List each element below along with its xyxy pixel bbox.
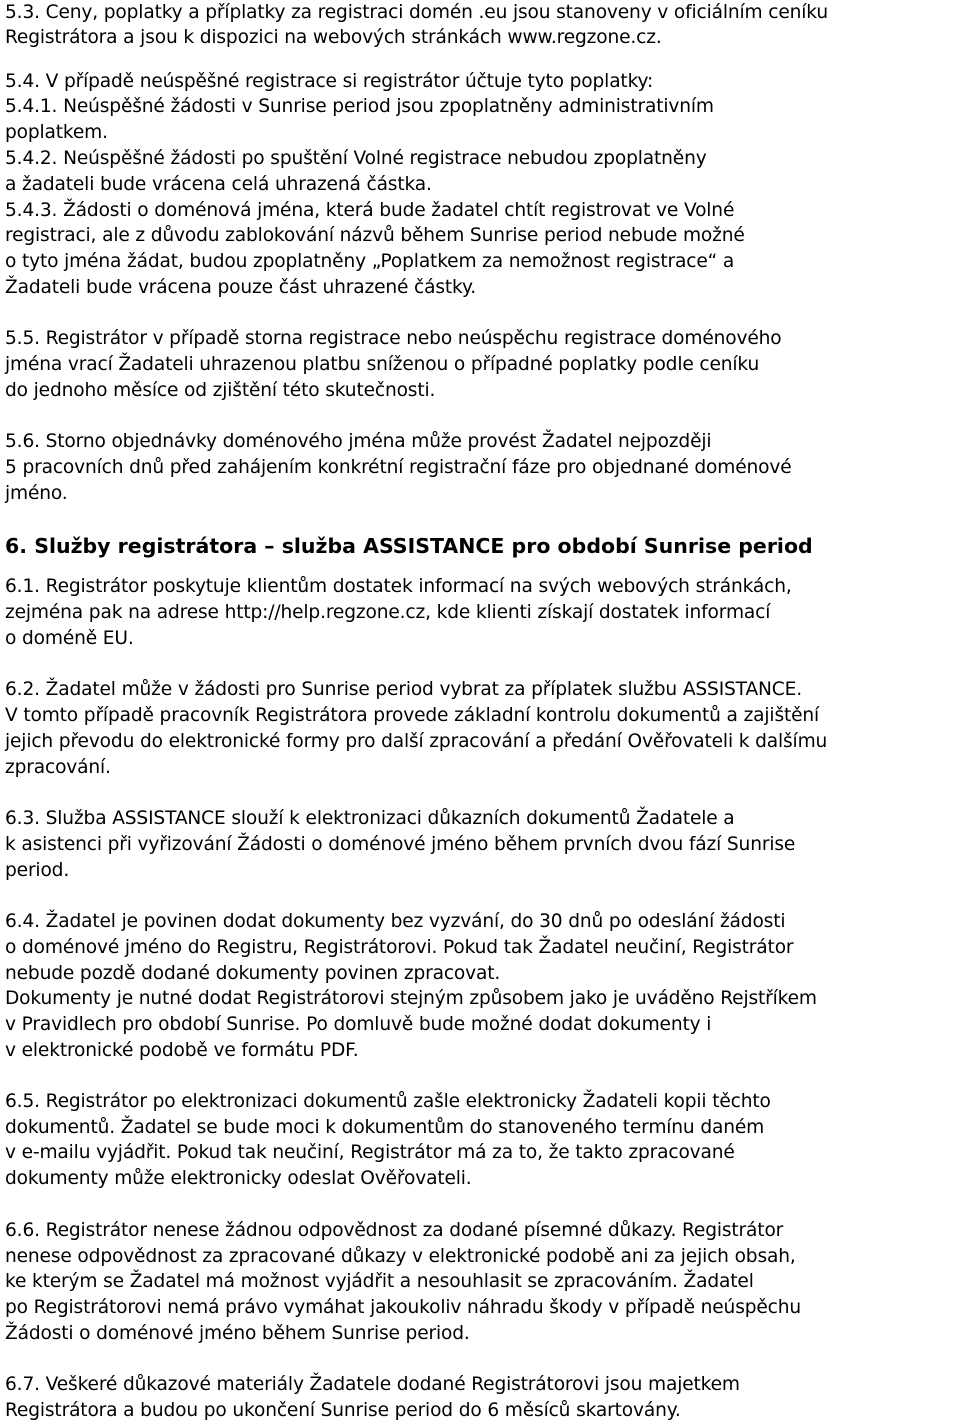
clause-6-4-line-4: Dokumenty je nutné dodat Registrátorovi stejným způsobem jako je uváděno Rejstříkem [5, 988, 817, 1009]
clause-6-4-line-1: 6.4. Žadatel je povinen dodat dokumenty bez vyzvání, do 30 dnů po odeslání žádosti [5, 911, 786, 932]
clause-5-4-1-line-2: poplatkem. [5, 122, 108, 143]
clause-5-4-1-line-1: 5.4.1. Neúspěšné žádosti v Sunrise period jsou zpoplatněny administrativním [5, 96, 714, 117]
clause-6-2-line-1: 6.2. Žadatel může v žádosti pro Sunrise period vybrat za příplatek službu ASSISTANCE. [5, 679, 802, 700]
clause-5-3-line-2: Registrátora a jsou k dispozici na webových stránkách www.regzone.cz. [5, 27, 662, 48]
clause-6-3-line-3: period. [5, 860, 70, 881]
clause-5-4-3-line-4: Žadateli bude vrácena pouze část uhrazené částky. [5, 277, 476, 298]
clause-5-4-3-line-3: o tyto jména žádat, budou zpoplatněny „Poplatkem za nemožnost registrace“ a [5, 251, 735, 272]
clause-6-7-line-1: 6.7. Veškeré důkazové materiály Žadatele dodané Registrátorovi jsou majetkem [5, 1374, 740, 1395]
clause-5-5-line-1: 5.5. Registrátor v případě storna registrace nebo neúspěchu registrace doménového [5, 328, 782, 349]
clause-6-1-line-3: o doméně EU. [5, 628, 134, 649]
clause-6-5-line-1: 6.5. Registrátor po elektronizaci dokumentů zašle elektronicky Žadateli kopii těchto [5, 1091, 771, 1112]
clause-5-6-line-1: 5.6. Storno objednávky doménového jména může provést Žadatel nejpozději [5, 431, 712, 452]
clause-6-2-line-2: V tomto případě pracovník Registrátora provede základní kontrolu dokumentů a zajištění [5, 705, 820, 726]
clause-6-4-line-5: v Pravidlech pro období Sunrise. Po domluvě bude možné dodat dokumenty i [5, 1014, 712, 1035]
clause-6-6-line-5: Žádosti o doménové jméno během Sunrise period. [5, 1323, 470, 1344]
clause-5-5-line-2: jména vrací Žadateli uhrazenou platbu sníženou o případné poplatky podle ceníku [5, 354, 760, 375]
clause-5-6-line-3: jméno. [5, 483, 68, 504]
clause-6-6-line-1: 6.6. Registrátor nenese žádnou odpovědnost za dodané písemné důkazy. Registrátor [5, 1220, 784, 1241]
clause-5-4-2-line-1: 5.4.2. Neúspěšné žádosti po spuštění Volné registrace nebudou zpoplatněny [5, 148, 707, 169]
clause-6-6-line-3: ke kterým se Žadatel má možnost vyjádřit a nesouhlasit se zpracováním. Žadatel [5, 1271, 754, 1292]
clause-6-7-line-2: Registrátora a budou po ukončení Sunrise period do 6 měsíců skartovány. [5, 1400, 681, 1421]
clause-6-4-line-2: o doménové jméno do Registru, Registrátorovi. Pokud tak Žadatel neučiní, Registrátor [5, 937, 794, 958]
clause-6-5-line-4: dokumenty může elektronicky odeslat Ověřovateli. [5, 1168, 472, 1189]
clause-6-5-line-2: dokumentů. Žadatel se bude moci k dokumentům do stanoveného termínu daném [5, 1117, 765, 1138]
clause-6-2-line-3: jejich převodu do elektronické formy pro další zpracování a předání Ověřovateli k dalšímu [5, 731, 828, 752]
clause-5-5-line-3: do jednoho měsíce od zjištění této skutečnosti. [5, 380, 436, 401]
clause-6-4-line-3: nebude pozdě dodané dokumenty povinen zpracovat. [5, 963, 501, 984]
clause-6-3-line-2: k asistenci při vyřizování Žádosti o doménové jméno během prvních dvou fází Sunrise [5, 834, 796, 855]
clause-5-3-line-1: 5.3. Ceny, poplatky a příplatky za registraci domén .eu jsou stanoveny v oficiálním ceníku [5, 2, 828, 23]
clause-6-1-line-1: 6.1. Registrátor poskytuje klientům dostatek informací na svých webových stránkách, [5, 576, 792, 597]
clause-6-3-line-1: 6.3. Služba ASSISTANCE slouží k elektronizaci důkazních dokumentů Žadatele a [5, 808, 735, 829]
section-6-heading: 6. Služby registrátora – služba ASSISTANCE pro období Sunrise period [5, 534, 813, 558]
clause-6-5-line-3: v e-mailu vyjádřit. Pokud tak neučiní, Registrátor má za to, že takto zpracované [5, 1142, 735, 1163]
clause-6-1-line-2: zejména pak na adrese http://help.regzone.cz, kde klienti získají dostatek informací [5, 602, 771, 623]
clause-5-4-2-line-2: a žadateli bude vrácena celá uhrazená částka. [5, 174, 432, 195]
clause-5-4-heading: 5.4. V případě neúspěšné registrace si registrátor účtuje tyto poplatky: [5, 71, 654, 92]
clause-6-4-line-6: v elektronické podobě ve formátu PDF. [5, 1040, 359, 1061]
clause-6-2-line-4: zpracování. [5, 757, 111, 778]
clause-5-6-line-2: 5 pracovních dnů před zahájením konkrétní registrační fáze pro objednané doménové [5, 457, 792, 478]
clause-5-4-3-line-1: 5.4.3. Žádosti o doménová jména, která bude žadatel chtít registrovat ve Volné [5, 200, 735, 221]
clause-5-4-3-line-2: registraci, ale z důvodu zablokování názvů během Sunrise period nebude možné [5, 225, 745, 246]
clause-6-6-line-4: po Registrátorovi nemá právo vymáhat jakoukoliv náhradu škody v případě neúspěchu [5, 1297, 802, 1318]
clause-6-6-line-2: nenese odpovědnost za zpracované důkazy v elektronické podobě ani za jejich obsah, [5, 1246, 796, 1267]
